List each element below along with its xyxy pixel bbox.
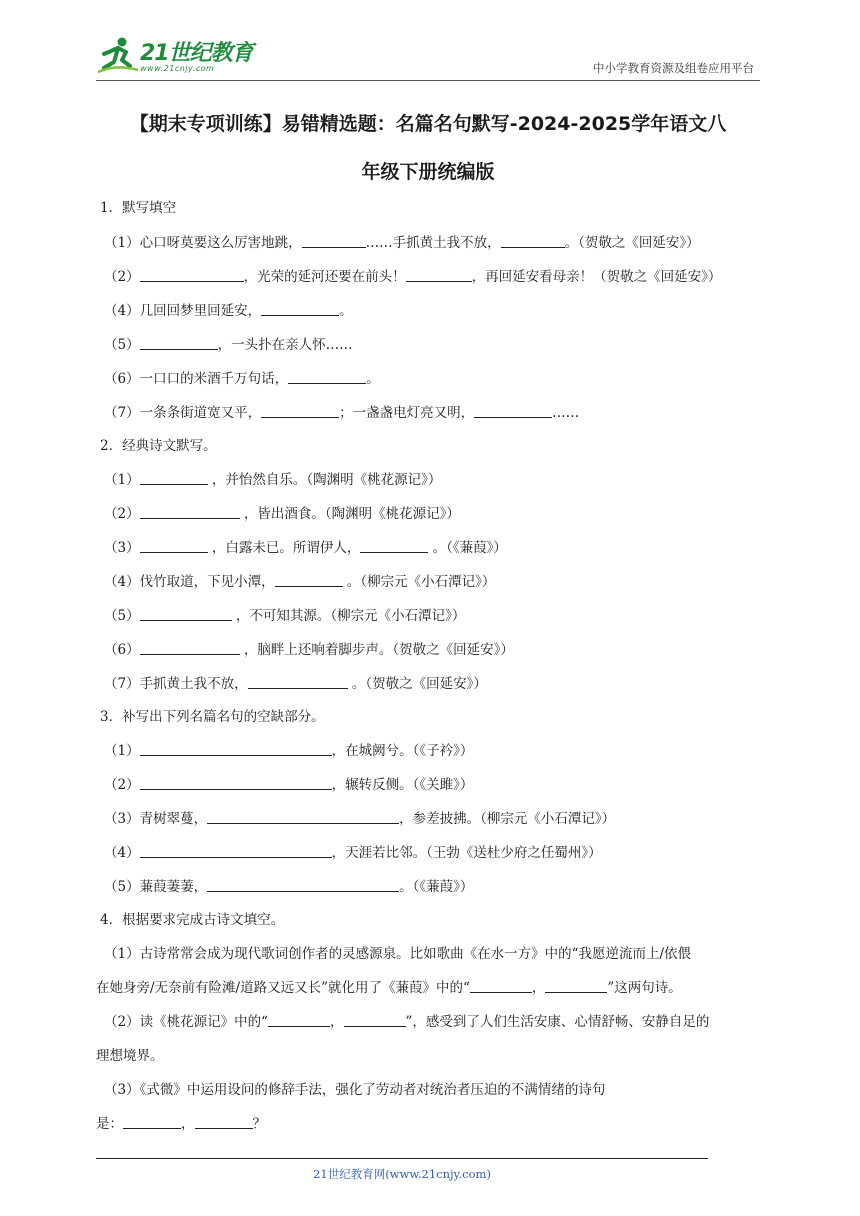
q2-item-6: （6） ，脑畔上还响着脚步声。（贺敬之《回延安》）: [104, 642, 514, 658]
header-divider: [96, 80, 760, 81]
q1-item-5: （5） ，一头扑在亲人怀……: [104, 337, 353, 353]
answer-blank[interactable]: [288, 370, 366, 384]
q4-item-3-line-1: （3）《式微》中运用设问的修辞手法，强化了劳动者对统治者压迫的不满情绪的诗句: [104, 1082, 606, 1098]
q4-item-2-line-2: 理想境界。: [96, 1048, 164, 1064]
q2-item-2: （2） ，皆出酒食。（陶渊明《桃花源记》）: [104, 506, 460, 522]
q3-item-2: （2） ，辗转反侧。（《关雎》）: [104, 777, 474, 793]
q2-heading: 2．经典诗文默写。: [100, 438, 217, 454]
answer-blank[interactable]: [261, 302, 339, 316]
q4-item-1-line-2: 在她身旁/无奈前有险滩/道路又远又长”就化用了《蒹葭》中的“ ， ”这两句诗。: [96, 980, 682, 996]
answer-blank[interactable]: [123, 1115, 181, 1129]
answer-blank[interactable]: [360, 539, 428, 553]
answer-blank[interactable]: [140, 641, 240, 655]
answer-blank[interactable]: [140, 471, 208, 485]
q1-item-7: （7）一条条街道宽又平， ；一盏盏电灯亮又明， ……: [104, 405, 580, 421]
answer-blank[interactable]: [140, 742, 332, 756]
answer-blank[interactable]: [140, 776, 332, 790]
q1-item-1: （1）心口呀莫要这么厉害地跳， ……手抓黄土我不放， 。（贺敬之《回延安》）: [104, 235, 700, 251]
q3-item-1: （1） ，在城阙兮。（《子衿》）: [104, 743, 474, 759]
footer-divider: [96, 1158, 708, 1159]
q4-heading: 4．根据要求完成古诗文填空。: [100, 912, 285, 928]
answer-blank[interactable]: [140, 844, 332, 858]
logo-text: 21世纪教育: [140, 41, 253, 66]
answer-blank[interactable]: [140, 336, 218, 350]
answer-blank[interactable]: [302, 234, 366, 248]
q2-item-4: （4）伐竹取道，下见小潭， 。（柳宗元《小石潭记》）: [104, 574, 496, 590]
answer-blank[interactable]: [268, 1013, 330, 1027]
answer-blank[interactable]: [140, 607, 232, 621]
answer-blank[interactable]: [140, 268, 244, 282]
answer-blank[interactable]: [470, 979, 532, 993]
q4-item-3-line-2: 是： ， ？: [96, 1116, 266, 1132]
q2-item-7: （7）手抓黄土我不放， 。（贺敬之《回延安》）: [104, 676, 487, 692]
q1-item-2: （2） ，光荣的延河还要在前头！ ，再回延安看母亲！（贺敬之《回延安》）: [104, 269, 722, 285]
title-line-2: 年级下册统编版: [361, 161, 495, 183]
answer-blank[interactable]: [344, 1013, 406, 1027]
q4-item-1-line-1: （1）古诗常常会成为现代歌词创作者的灵感源泉。比如歌曲《在水一方》中的“我愿逆流而上/依偎: [104, 946, 692, 962]
platform-name: 中小学教育资源及组卷应用平台: [593, 61, 754, 75]
q3-item-4: （4） ，天涯若比邻。（王勃《送杜少府之任蜀州》）: [104, 845, 602, 861]
runner-logo-icon: [96, 36, 140, 76]
q2-item-5: （5） ，不可知其源。（柳宗元《小石潭记》）: [104, 608, 466, 624]
page-header: [96, 34, 760, 80]
answer-blank[interactable]: [140, 505, 240, 519]
q3-heading: 3．补写出下列名篇名句的空缺部分。: [100, 709, 325, 725]
q2-item-1: （1） ，并怡然自乐。（陶渊明《桃花源记》）: [104, 472, 442, 488]
q2-item-3: （3） ，白露未已。所谓伊人， 。（《蒹葭》）: [104, 540, 507, 556]
answer-blank[interactable]: [195, 1115, 253, 1129]
answer-blank[interactable]: [207, 810, 399, 824]
answer-blank[interactable]: [275, 573, 343, 587]
logo-url: www.21cnjy.com: [140, 64, 215, 73]
document-title: [96, 100, 760, 196]
q1-item-6: （6）一口口的米酒千万句话， 。: [104, 371, 380, 387]
answer-blank[interactable]: [261, 404, 339, 418]
answer-blank[interactable]: [545, 979, 607, 993]
answer-blank[interactable]: [406, 268, 472, 282]
answer-blank[interactable]: [207, 878, 399, 892]
q3-item-3: （3）青树翠蔓， ，参差披拂。（柳宗元《小石潭记》）: [104, 811, 616, 827]
answer-blank[interactable]: [474, 404, 552, 418]
q1-heading: 1．默写填空: [100, 200, 177, 216]
footer-link[interactable]: 21世纪教育网(www.21cnjy.com): [313, 1167, 491, 1181]
title-line-1: 【期末专项训练】易错精选题：名篇名句默写-2024-2025学年语文八: [129, 113, 727, 135]
q1-item-4: （4）几回回梦里回延安， 。: [104, 303, 353, 319]
answer-blank[interactable]: [140, 539, 208, 553]
site-logo: [96, 34, 266, 78]
answer-blank[interactable]: [248, 675, 348, 689]
answer-blank[interactable]: [501, 234, 565, 248]
q4-item-2-line-1: （2）读《桃花源记》中的“ ， ”，感受到了人们生活安康、心情舒畅、安静自足的: [104, 1014, 710, 1030]
q3-item-5: （5）蒹葭萋萋， 。（《蒹葭》）: [104, 879, 474, 895]
